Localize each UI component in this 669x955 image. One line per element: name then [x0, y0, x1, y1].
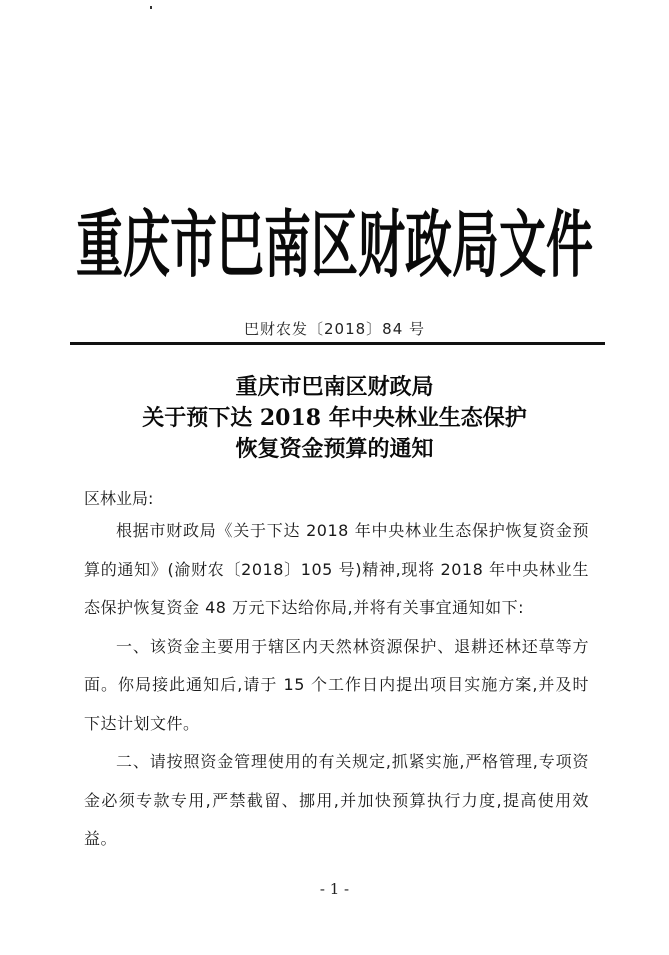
notice-body — [84, 512, 589, 859]
body-paragraph-3: 二、请按照资金管理使用的有关规定,抓紧实施,严格管理,专项资金必须专款专用,严禁截留、挪用,并加快预算执行力度,提高使用效益。 — [84, 752, 589, 848]
scan-speck — [150, 6, 152, 9]
notice-title-line-2: 关于预下达 2018 年中央林业生态保护 — [142, 405, 527, 431]
notice-title — [0, 372, 669, 465]
notice-title-line-3: 恢复资金预算的通知 — [235, 436, 434, 462]
notice-title-line-1: 重庆市巴南区财政局 — [235, 374, 434, 400]
body-paragraph-1: 根据市财政局《关于下达 2018 年中央林业生态保护恢复资金预算的通知》(渝财农〔2018〕105 号)精神,现将 2018 年中央林业生态保护恢复资金 48 万元下达给你局,并将有关事宜通知如下: — [84, 521, 589, 617]
document-header-title: 重庆市巴南区财政局文件 — [76, 203, 593, 289]
document-number: 巴财农发〔2018〕84 号 — [243, 320, 426, 338]
header-divider — [70, 342, 605, 345]
page-number: - 1 - — [319, 880, 350, 898]
addressee: 区林业局: — [84, 489, 154, 508]
body-paragraph-2: 一、该资金主要用于辖区内天然林资源保护、退耕还林还草等方面。你局接此通知后,请于 15 个工作日内提出项目实施方案,并及时下达计划文件。 — [84, 636, 589, 733]
